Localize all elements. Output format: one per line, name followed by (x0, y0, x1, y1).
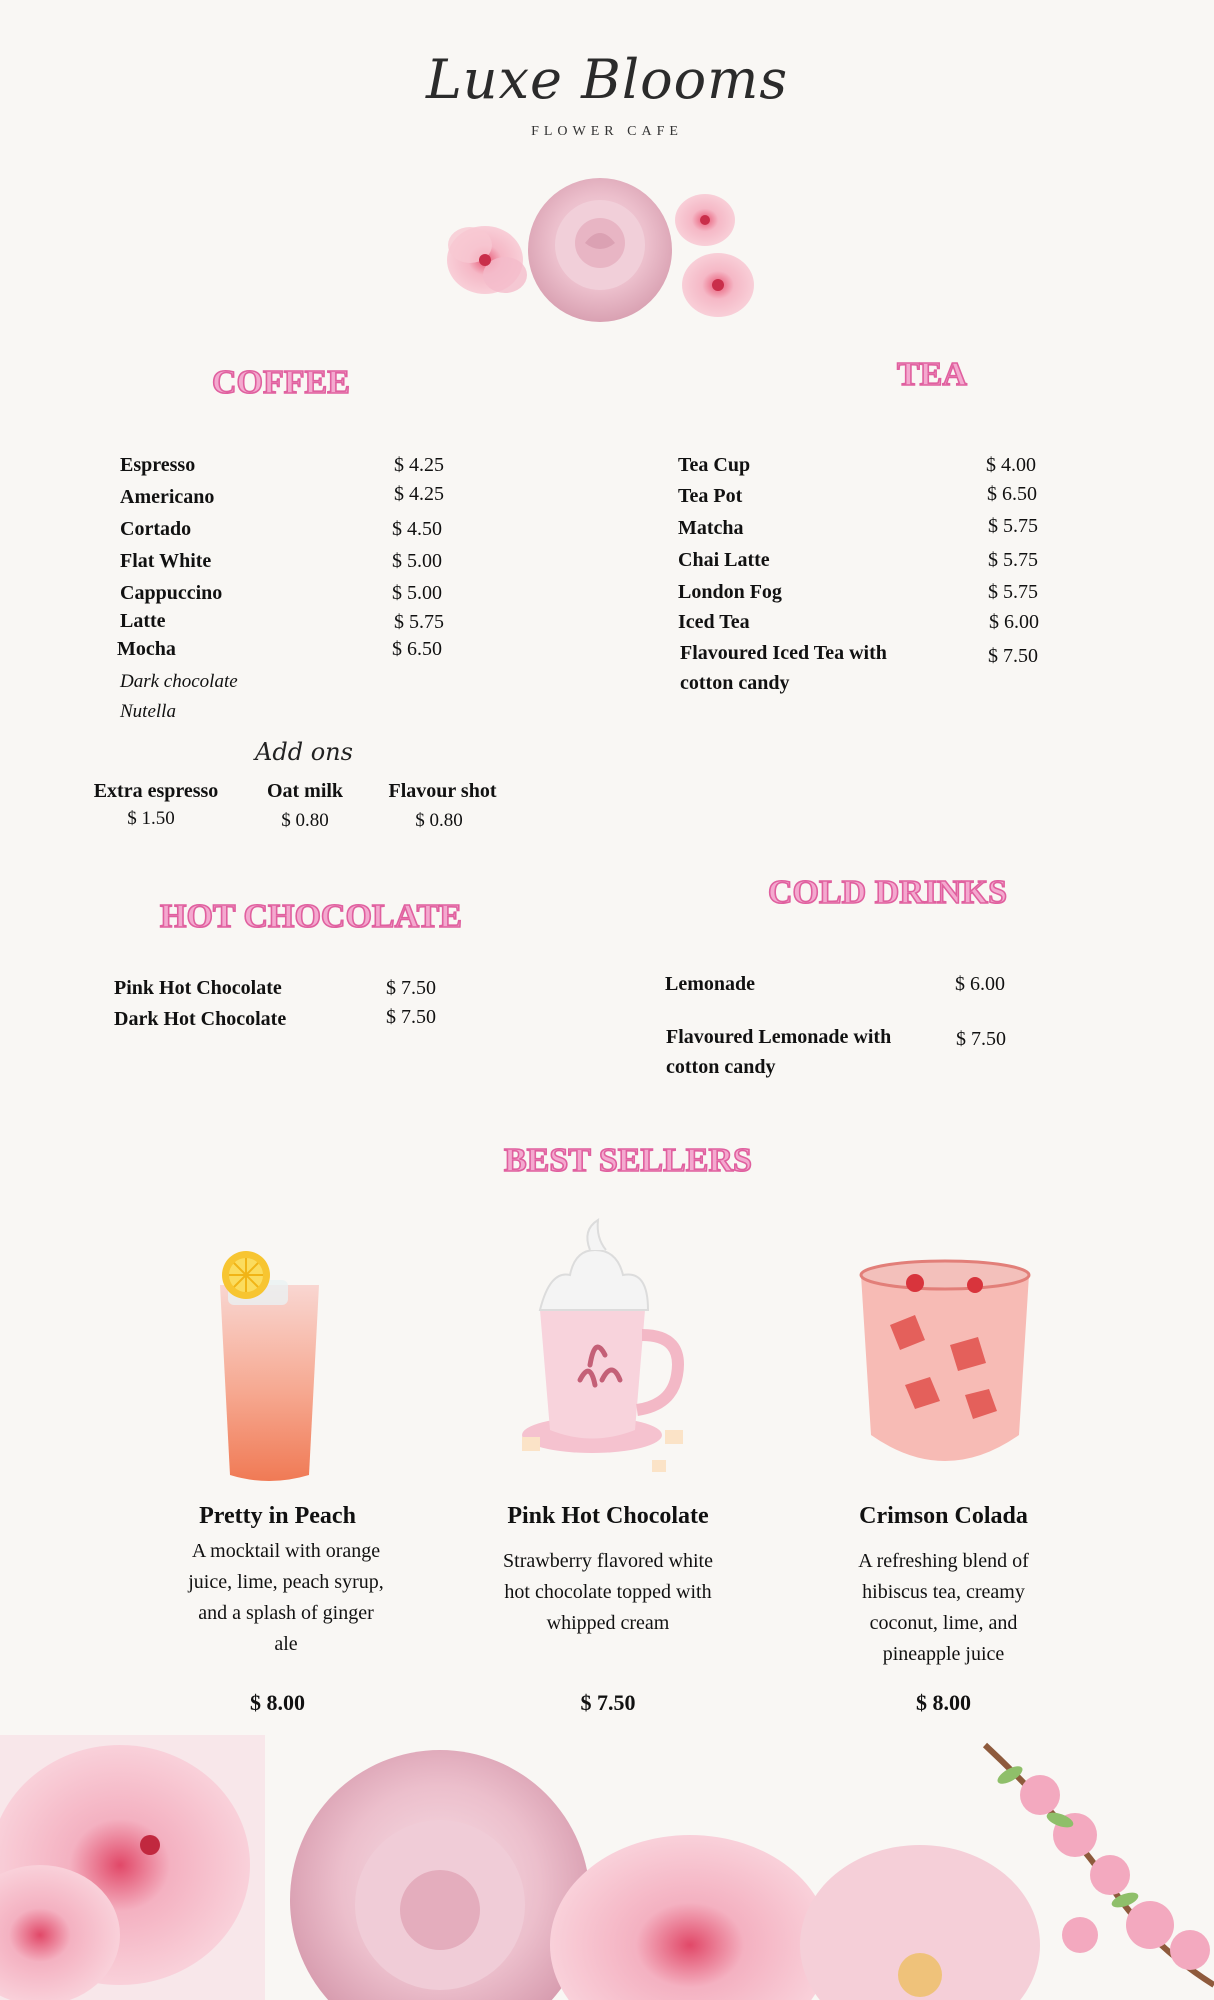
brand-logo-script: Luxe Blooms (425, 48, 789, 111)
coffee-item-latte: Latte (120, 610, 166, 632)
coffee-item-espresso: Espresso (120, 454, 196, 476)
tea-item-tea-cup: Tea Cup (678, 454, 751, 476)
hot-chocolate-price-pink: $ 7.50 (386, 977, 436, 999)
coffee-item-cappuccino: Cappuccino (120, 582, 223, 604)
best-seller-title-crimson-colada: Crimson Colada (859, 1503, 1028, 1529)
addon-flavour-shot-price: $ 0.80 (415, 810, 463, 831)
cold-drinks-item-flavoured-lemonade: Flavoured Lemonade with cotton candy (666, 1026, 892, 1078)
addon-extra-espresso-price: $ 1.50 (127, 808, 175, 829)
left-blossom (447, 226, 527, 294)
pink-hot-chocolate-illustration (520, 1215, 705, 1480)
mocha-option-dark-chocolate: Dark chocolate (120, 671, 238, 692)
coffee-heading: COFFEE (212, 364, 350, 401)
addon-flavour-shot: Flavour shot (388, 780, 497, 802)
tea-price-tea-pot: $ 6.50 (987, 483, 1037, 505)
hot-chocolate-item-dark: Dark Hot Chocolate (114, 1008, 287, 1030)
tea-item-flavoured-iced-tea: Flavoured Iced Tea with cotton candy (680, 642, 887, 694)
addon-oat-milk-price: $ 0.80 (281, 810, 329, 831)
top-flowers-illustration (430, 165, 770, 340)
hot-chocolate-heading: HOT CHOCOLATE (160, 898, 462, 935)
hot-chocolate-item-pink: Pink Hot Chocolate (114, 977, 282, 999)
addon-oat-milk: Oat milk (266, 780, 344, 802)
tea-item-chai-latte: Chai Latte (678, 549, 770, 571)
best-sellers-heading: BEST SELLERS (504, 1142, 752, 1179)
cold-drinks-price-flavoured-lemonade: $ 7.50 (956, 1028, 1006, 1050)
tea-price-london-fog: $ 5.75 (988, 581, 1038, 603)
best-seller-desc-pretty-in-peach: A mocktail with orange juice, lime, peach syrup, and a splash of ginger ale (188, 1540, 384, 1655)
tea-item-tea-pot: Tea Pot (678, 485, 743, 507)
peach-mocktail-illustration (212, 1245, 327, 1485)
best-seller-price-pink-hot-chocolate: $ 7.50 (580, 1690, 636, 1715)
best-seller-desc-crimson-colada: A refreshing blend of hibiscus tea, creamy coconut, lime, and pineapple juice (858, 1550, 1029, 1665)
coffee-item-mocha: Mocha (117, 638, 176, 660)
coffee-price-cortado: $ 4.50 (392, 518, 442, 540)
tea-item-london-fog: London Fog (678, 581, 782, 603)
coffee-item-cortado: Cortado (120, 518, 192, 540)
coffee-price-flat-white: $ 5.00 (392, 550, 442, 572)
coffee-price-latte: $ 5.75 (394, 611, 444, 633)
center-rose (528, 178, 672, 322)
addon-extra-espresso: Extra espresso (93, 780, 219, 802)
hot-chocolate-price-dark: $ 7.50 (386, 1006, 436, 1028)
best-seller-price-pretty-in-peach: $ 8.00 (250, 1690, 305, 1715)
cold-drinks-price-lemonade: $ 6.00 (955, 973, 1005, 995)
crimson-colada-illustration (855, 1255, 1035, 1480)
coffee-price-espresso: $ 4.25 (394, 454, 444, 476)
tea-price-matcha: $ 5.75 (988, 515, 1038, 537)
tea-price-tea-cup: $ 4.00 (986, 454, 1036, 476)
coffee-price-cappuccino: $ 5.00 (392, 582, 442, 604)
tea-item-matcha: Matcha (678, 517, 744, 539)
best-seller-price-crimson-colada: $ 8.00 (916, 1690, 971, 1715)
brand-subtitle: FLOWER CAFE (531, 124, 683, 139)
best-seller-title-pretty-in-peach: Pretty in Peach (199, 1503, 356, 1529)
right-blossoms (675, 194, 754, 317)
addons-title: Add ons (255, 738, 353, 766)
tea-price-iced-tea: $ 6.00 (989, 611, 1039, 633)
coffee-item-americano: Americano (120, 486, 215, 508)
coffee-item-flat-white: Flat White (120, 550, 212, 572)
mocha-option-nutella: Nutella (120, 701, 176, 722)
tea-heading: TEA (897, 356, 967, 393)
coffee-price-americano: $ 4.25 (394, 483, 444, 505)
bottom-flowers-illustration (0, 1735, 1214, 2000)
best-seller-title-pink-hot-chocolate: Pink Hot Chocolate (507, 1503, 709, 1529)
tea-item-iced-tea: Iced Tea (678, 611, 750, 633)
best-seller-desc-pink-hot-chocolate: Strawberry flavored white hot chocolate topped with whipped cream (503, 1550, 713, 1634)
cold-drinks-heading: COLD DRINKS (768, 874, 1007, 911)
cold-drinks-item-lemonade: Lemonade (665, 973, 755, 995)
coffee-price-mocha: $ 6.50 (392, 638, 442, 660)
tea-price-chai-latte: $ 5.75 (988, 549, 1038, 571)
tea-price-flavoured-iced-tea: $ 7.50 (988, 645, 1038, 667)
